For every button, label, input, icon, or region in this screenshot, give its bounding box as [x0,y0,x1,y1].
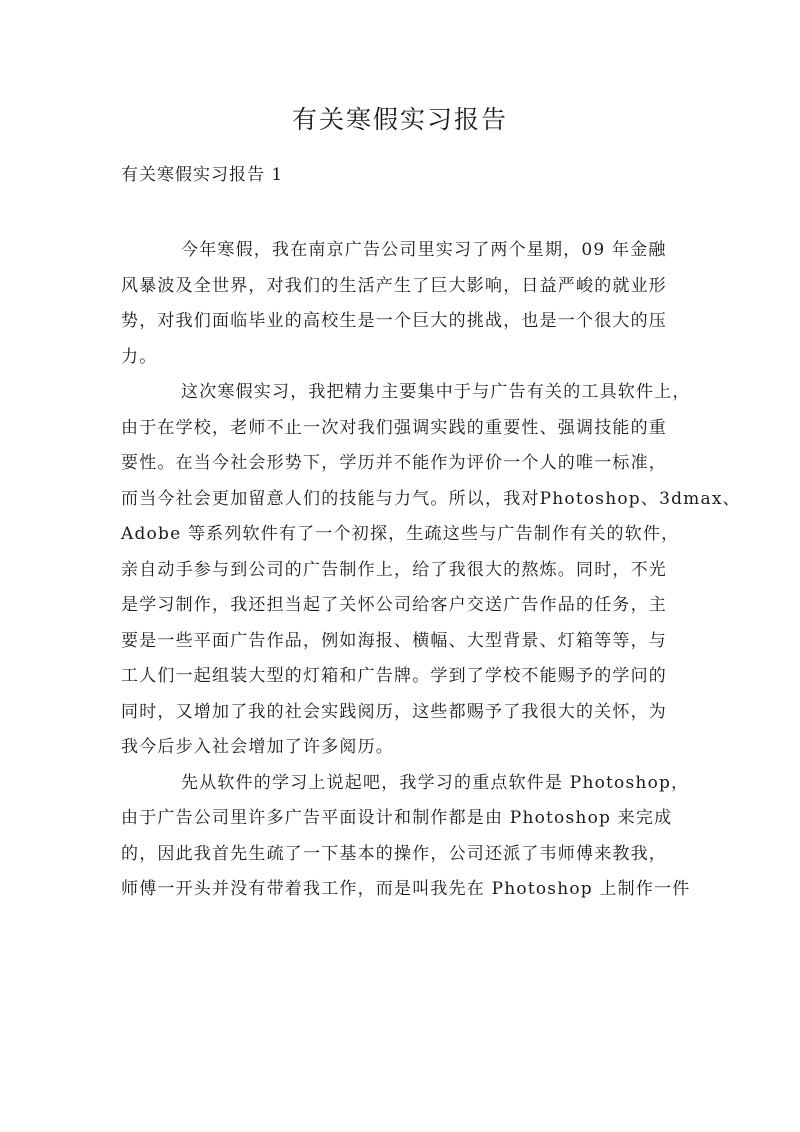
body-line: 先从软件的学习上说起吧，我学习的重点软件是 Photoshop， [181,772,690,793]
body-line: 的，因此我首先生疏了一下基本的操作，公司还派了韦师傅来教我， [121,843,667,864]
body-line: 这次寒假实习，我把精力主要集中于与广告有关的工具软件上， [181,382,691,402]
body-line: 我今后步入社会增加了许多阅历。 [121,737,394,757]
body-line: 势，对我们面临毕业的高校生是一个巨大的挑战，也是一个很大的压 [121,311,667,331]
document-title: 有关寒假实习报告 [291,105,508,134]
body-line: 要是一些平面广告作品，例如海报、横幅、大型背景、灯箱等等，与 [121,630,667,651]
body-line: 亲自动手参与到公司的广告制作上，给了我很大的熬炼。同时，不光 [121,559,667,580]
body-line: 而当今社会更加留意人们的技能与力气。所以，我对Photoshop、3dmax、 [121,488,741,509]
body-line: 由于在学校，老师不止一次对我们强调实践的重要性、强调技能的重 [121,417,667,438]
body-line: 工人们一起组装大型的灯箱和广告牌。学到了学校不能赐予的学问的 [121,666,667,686]
body-line: Adobe 等系列软件有了一个初探，生疏这些与广告制作有关的软件， [121,524,680,544]
body-line: 同时，又增加了我的社会实践阅历，这些都赐予了我很大的关怀，为 [121,701,667,722]
body-line: 要性。在当今社会形势下，学历并不能作为评价一个人的唯一标准， [121,453,667,473]
body-line: 师傅一开头并没有带着我工作，而是叫我先在 Photoshop 上制作一件 [121,879,691,899]
body-line: 是学习制作，我还担当起了关怀公司给客户交送广告作品的任务，主 [121,595,667,615]
body-line: 力。 [121,346,158,367]
body-line: 风暴波及全世界，对我们的生活产生了巨大影响，日益严峻的就业形 [121,275,667,296]
body-line: 由于广告公司里许多广告平面设计和制作都是由 Photoshop 来完成 [121,808,673,828]
body-line: 今年寒假，我在南京广告公司里实习了两个星期，09 年金融 [181,240,667,260]
document-body [121,233,741,908]
document-subtitle: 有关寒假实习报告 1 [121,165,284,185]
